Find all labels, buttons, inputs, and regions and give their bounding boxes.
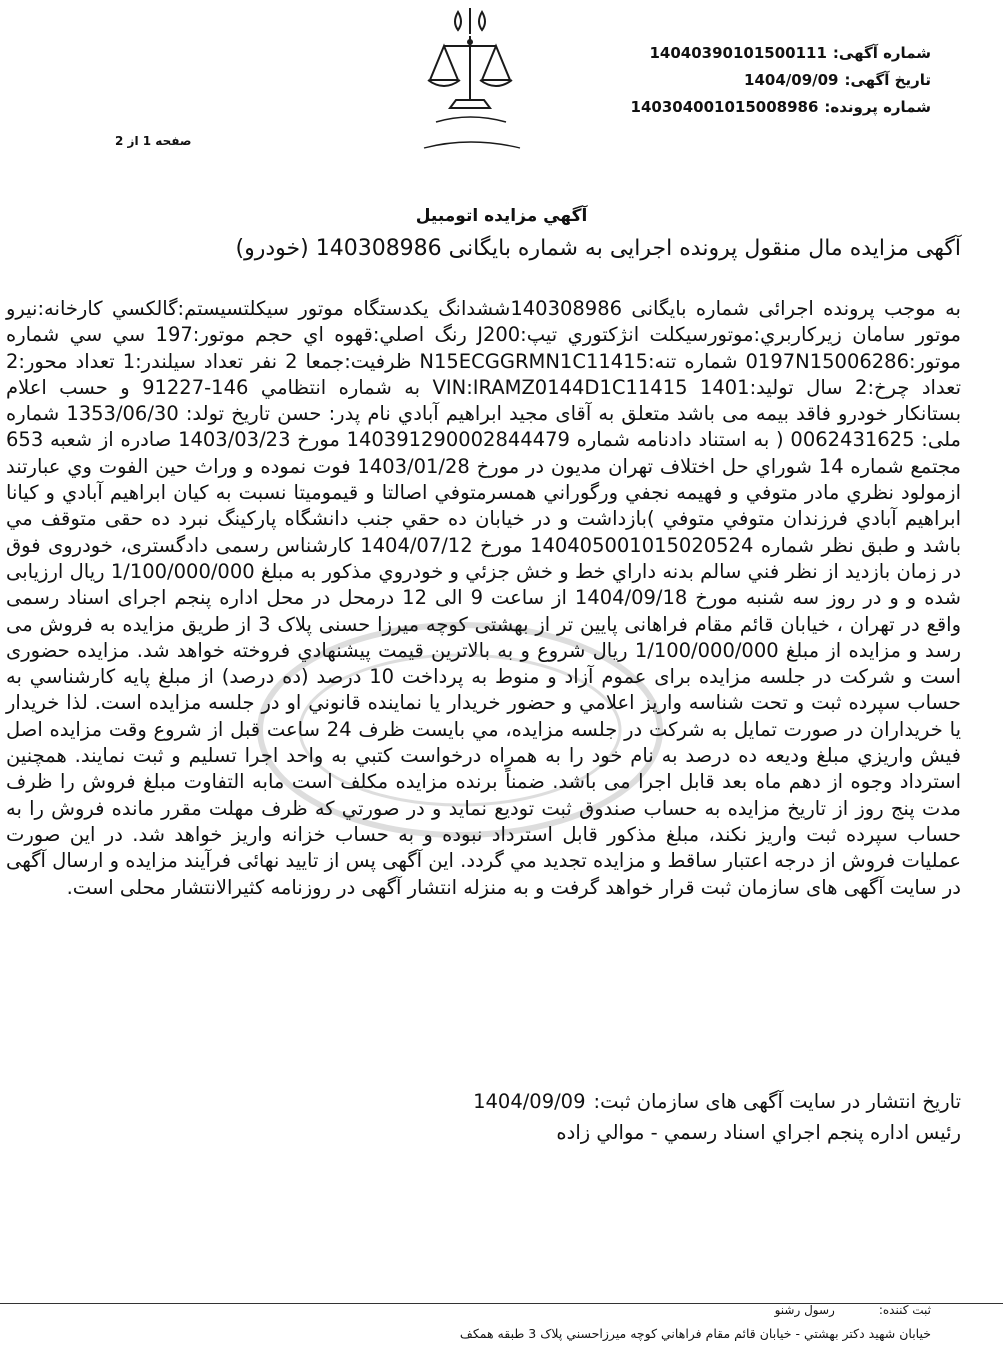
header-meta	[631, 40, 931, 121]
footer-address: خيابان شهيد دکتر بهشتي - خيابان قائم مقام فراهاني کوچه ميرزاحسني پلاک 3 طبقه همکف	[459, 1326, 931, 1341]
case-number: 140304001015008986	[630, 98, 819, 116]
signer-line: رئيس اداره پنجم اجراي اسناد رسمي - موالي زاده	[556, 1121, 961, 1144]
registrar-name: رسول رشنو	[774, 1303, 835, 1317]
ad-date-row	[631, 67, 931, 94]
ad-date-label: تاریخ آگهی:	[844, 71, 931, 89]
judiciary-emblem	[400, 2, 540, 170]
case-number-row	[631, 94, 931, 121]
ad-number-row	[631, 40, 931, 67]
ad-number-label: شماره آگهی:	[832, 44, 931, 62]
notice-title: آگهي مزايده اتومبيل	[415, 206, 588, 226]
registrar-label: ثبت کننده:	[878, 1303, 931, 1317]
page-indicator: صفحه 1 از 2	[115, 134, 192, 148]
notice-subtitle: آگهی مزایده مال منقول پرونده اجرایی به شماره بایگانی 140308986 (خودرو)	[235, 236, 961, 261]
publication-date: 1404/09/09	[473, 1090, 586, 1113]
ad-number: 14040390101500111	[649, 44, 827, 62]
body-paragraph: به موجب پرونده اجرائی شماره بایگانی 140308986ششدانگ يکدستگاه موتور سيکلتسيستم:گالکسي کارخانه:نيرو موتور سامان زيرکاربري:موتورسيکلت انژکتوري تيپ:J200 رنگ اصلي:قهوه اي حجم موتور:197 سي سي شماره موتور:0197N15006286 شماره تنه:N15ECGGRMN1C11415 ظرفيت:جمعا 2 نفر تعداد سيلندر:1 تعداد محور:2 تعداد چرخ:2 سال توليد:1401 VIN:IRAMZ0144D1C11415 به شماره انتظامي 146-91227 و حسب اعلام بستانکار خودرو فاقد بيمه می باشد متعلق به آقای مجيد ابراهيم آبادي نام پدر: حسن تاريخ تولد: 1353/06/30 شماره ملی: 0062431625 ( به استناد دادنامه شماره 140391290002844479 مورخ 1403/03/23 صادره از شعبه 653 مجتمع شماره 14 شوراي حل اختلاف تهران مديون در مورخ 1403/01/28 فوت نموده و وراث حين الفوت وي عبارتند ازمولود نظري مادر متوفي و فهيمه نجفي ورگوراني همسرمتوفي اصالتا و قيموميتا نسبت به کيان ابراهيم آبادي و کيانا ابراهيم آبادي فرزندان متوفي متوفي )بازداشت و در خيابان ده حقي جنب دانشگاه پارکينگ نبرد ده حقی متوقف مي باشد و طبق نظر شماره 140405001015020524 مورخ 1404/07/12 کارشناس رسمی دادگستری، خودروی فوق در زمان بازدید از نظر فني سالم بدنه داراي خط و خش جزئي و خودروي مذکور به مبلغ 1/100/000/000 ريال ارزيابی شده و و در روز سه شنبه مورخ 1404/09/18 از ساعت 9 الی 12 درمحل در محل اداره پنجم اجرای اسناد رسمی واقع در تهران ، خيابان قائم مقام فراهانی پايين تر از بهشتی کوچه ميرزا حسنی پلاک 3 از طريق مزايده به فروش می رسد و مزايده از مبلغ 1/100/000/000 ريال شروع و به بالاترين قيمت پيشنهادي فروخته خواهد شد. مزايده حضوری است و شرکت در جلسه مزايده برای عموم آزاد و منوط به پرداخت 10 درصد (ده درصد) از مبلغ پايه کارشناسي به حساب سپرده ثبت و تحت شناسه واريز اعلامي و حضور خريدار يا نماينده قانوني او در جلسه مزايده است. لذا خريدار يا خريداران در صورت تمايل به شرکت در جلسه مزايده، مي بايست ظرف 24 ساعت قبل از شروع وقت مزايده اصل فيش واريزي مبلغ وديعه ده درصد به نام خود را به همراه درخواست کتبي به واحد اجرا تسليم و ثبت نمايند. همچنين استرداد وجوه از دهم ماه بعد قابل اجرا می باشد. ضمناً برنده مزايده مکلف است مابه التفاوت مبلغ فروش را ظرف مدت پنج روز از تاريخ مزايده به حساب صندوق ثبت توديع نمايد و در صورتي که ظرف مهلت مقرر مانده فروش را به حساب سپرده ثبت واريز نکند، مبلغ مذکور قابل استرداد نبوده و به حساب خزانه واريز خواهد شد. در اين صورت عمليات فروش از درجه اعتبار ساقط و مزايده تجديد مي گردد. اين آگهی پس از تاييد نهائی فرآيند مزايده و ارسال آگهی در سايت آگهی های سازمان ثبت قرار خواهد گرفت و به منزله انتشار آگهی در روزنامه کثيرالانتشار محلی است.	[6, 297, 962, 899]
publication-date-label: تاريخ انتشار در سايت آگهی های سازمان ثبت:	[593, 1090, 961, 1113]
notice-body	[6, 296, 961, 901]
publication-date-line	[473, 1090, 961, 1113]
registrar-line	[775, 1303, 931, 1317]
ad-date: 1404/09/09	[744, 71, 839, 89]
case-number-label: شماره پرونده:	[824, 98, 931, 116]
